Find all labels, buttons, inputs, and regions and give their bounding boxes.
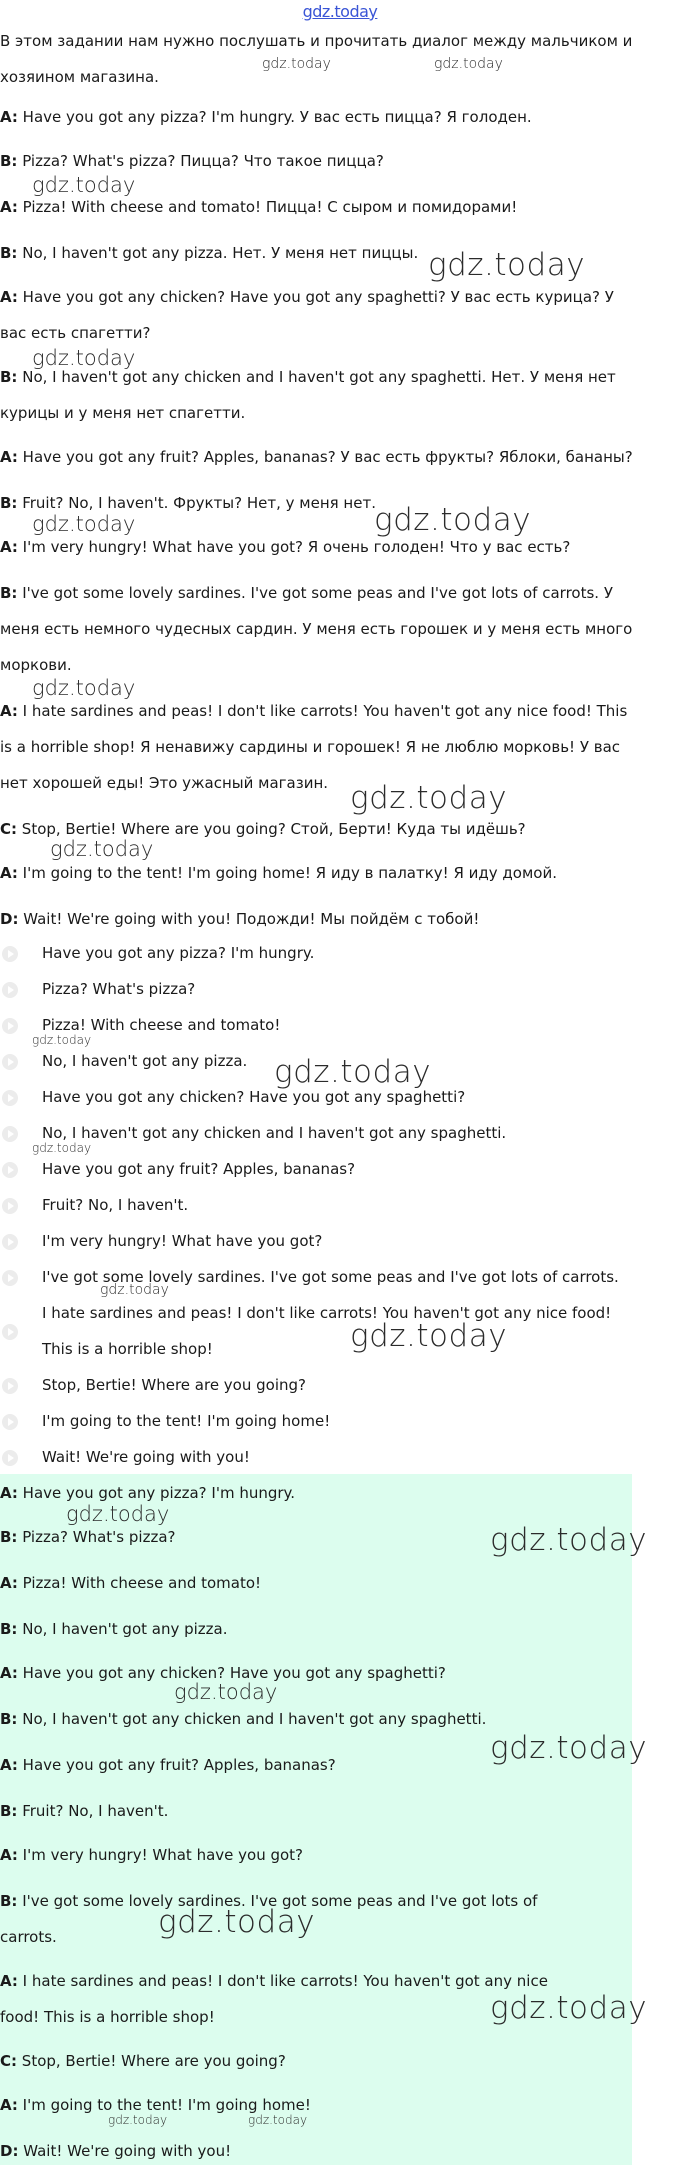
watermark: gdz.today (32, 676, 136, 700)
dialog-ru-line (0, 620, 632, 638)
dialog-ru-text: Pizza! With cheese and tomato! Пицца! С сыром и помидорами! (22, 198, 518, 216)
dialog-en-line (0, 2008, 215, 2026)
speaker-label: C: (0, 2052, 18, 2070)
watermark: gdz.today (262, 56, 331, 72)
dialog-en-line (0, 1972, 548, 1990)
speaker-label: B: (0, 1620, 18, 1638)
dialog-ru-line (0, 820, 526, 838)
dialog-ru-line (0, 538, 570, 556)
play-icon[interactable] (2, 1450, 18, 1466)
watermark: gdz.today (108, 2113, 168, 2127)
dialog-ru-line (0, 108, 532, 126)
watermark: gdz.today (350, 1318, 508, 1354)
dialog-ru-text: I hate sardines and peas! I don't like carrots! You haven't got any nice food! This (22, 702, 628, 720)
dialog-ru-text: курицы и у меня нет спагетти. (0, 404, 246, 422)
speaker-label: A: (0, 1484, 18, 1502)
intro-line-1: В этом задании нам нужно послушать и прочитать диалог между мальчиком и (0, 32, 633, 50)
speaker-label: A: (0, 864, 18, 882)
dialog-ru-line (0, 324, 150, 342)
dialog-en-text: food! This is a horrible shop! (0, 2008, 215, 2026)
play-icon[interactable] (2, 1090, 18, 1106)
speaker-label: B: (0, 244, 18, 262)
dialog-en-text: Pizza? What's pizza? (22, 1528, 176, 1546)
watermark: gdz.today (434, 56, 503, 72)
speaker-label: A: (0, 702, 18, 720)
dialog-en-line (0, 2096, 311, 2114)
dialog-ru-line (0, 288, 614, 306)
watermark: gdz.today (428, 247, 586, 283)
audio-text: I'm going to the tent! I'm going home! (42, 1412, 331, 1430)
speaker-label: A: (0, 1972, 18, 1990)
dialog-ru-line (0, 152, 384, 170)
dialog-ru-line (0, 738, 620, 756)
dialog-en-line (0, 1756, 336, 1774)
audio-text: This is a horrible shop! (42, 1340, 213, 1358)
watermark: gdz.today (100, 1282, 169, 1298)
dialog-ru-text: моркови. (0, 656, 72, 674)
audio-text: Have you got any pizza? I'm hungry. (42, 944, 315, 962)
dialog-en-text: I've got some lovely sardines. I've got some peas and I've got lots of (22, 1892, 538, 1910)
speaker-label: A: (0, 288, 18, 306)
dialog-ru-line (0, 198, 517, 216)
dialog-ru-text: No, I haven't got any chicken and I haven't got any spaghetti. Нет. У меня нет (22, 368, 616, 386)
speaker-label: D: (0, 910, 19, 928)
watermark: gdz.today (374, 502, 532, 538)
dialog-en-line (0, 1574, 261, 1592)
dialog-ru-line (0, 244, 418, 262)
dialog-ru-line (0, 584, 613, 602)
dialog-en-text: No, I haven't got any chicken and I haven't got any spaghetti. (22, 1710, 487, 1728)
dialog-ru-text: Fruit? No, I haven't. Фрукты? Нет, у меня нет. (22, 494, 376, 512)
watermark: gdz.today (490, 1522, 648, 1558)
dialog-ru-line (0, 448, 633, 466)
play-icon[interactable] (2, 1018, 18, 1034)
speaker-label: C: (0, 820, 18, 838)
dialog-en-text: Have you got any fruit? Apples, bananas? (22, 1756, 336, 1774)
dialog-en-text: Have you got any pizza? I'm hungry. (22, 1484, 296, 1502)
play-icon[interactable] (2, 982, 18, 998)
dialog-en-text: I hate sardines and peas! I don't like carrots! You haven't got any nice (22, 1972, 548, 1990)
dialog-en-line (0, 2052, 286, 2070)
dialog-en-text: carrots. (0, 1928, 57, 1946)
play-icon[interactable] (2, 1126, 18, 1142)
dialog-ru-line (0, 864, 557, 882)
speaker-label: A: (0, 108, 18, 126)
dialog-ru-text: Have you got any pizza? I'm hungry. У вас есть пицца? Я голоден. (22, 108, 532, 126)
play-icon[interactable] (2, 1270, 18, 1286)
dialog-en-line (0, 1846, 303, 1864)
play-icon[interactable] (2, 1324, 18, 1340)
watermark: gdz.today (158, 1904, 316, 1940)
watermark: gdz.today (248, 2113, 308, 2127)
dialog-en-line (0, 1484, 295, 1502)
dialog-ru-text: меня есть немного чудесных сардин. У меня есть горошек и у меня есть много (0, 620, 633, 638)
dialog-ru-line (0, 774, 328, 792)
play-icon[interactable] (2, 1198, 18, 1214)
dialog-en-text: Have you got any chicken? Have you got any spaghetti? (22, 1664, 446, 1682)
watermark: gdz.today (50, 837, 154, 861)
play-icon[interactable] (2, 1234, 18, 1250)
audio-text: Pizza! With cheese and tomato! (42, 1016, 281, 1034)
watermark: gdz.today (174, 1680, 278, 1704)
play-icon[interactable] (2, 946, 18, 962)
watermark: gdz.today (32, 1141, 92, 1155)
watermark: gdz.today (350, 780, 508, 816)
speaker-label: B: (0, 1710, 18, 1728)
speaker-label: A: (0, 2096, 18, 2114)
speaker-label: B: (0, 1528, 18, 1546)
intro-line-2: хозяином магазина. (0, 68, 159, 86)
dialog-en-line (0, 1928, 57, 1946)
speaker-label: A: (0, 448, 18, 466)
watermark: gdz.today (490, 1990, 648, 2026)
audio-text: Have you got any chicken? Have you got any spaghetti? (42, 1088, 466, 1106)
audio-text: Pizza? What's pizza? (42, 980, 196, 998)
dialog-ru-text: No, I haven't got any pizza. Нет. У меня нет пиццы. (22, 244, 419, 262)
dialog-en-text: No, I haven't got any pizza. (22, 1620, 228, 1638)
dialog-ru-line (0, 368, 616, 386)
dialog-ru-line (0, 494, 376, 512)
dialog-en-text: Stop, Bertie! Where are you going? (21, 2052, 286, 2070)
dialog-ru-text: Stop, Bertie! Where are you going? Стой, Берти! Куда ты идёшь? (21, 820, 526, 838)
audio-text: I'm very hungry! What have you got? (42, 1232, 323, 1250)
speaker-label: B: (0, 1892, 18, 1910)
dialog-ru-line (0, 702, 627, 720)
speaker-label: D: (0, 2142, 19, 2160)
speaker-label: B: (0, 584, 18, 602)
play-icon[interactable] (2, 1414, 18, 1430)
dialog-ru-text: Have you got any fruit? Apples, bananas? У вас есть фрукты? Яблоки, бананы? (22, 448, 633, 466)
dialog-ru-text: вас есть спагетти? (0, 324, 151, 342)
speaker-label: A: (0, 1756, 18, 1774)
speaker-label: A: (0, 198, 18, 216)
dialog-ru-text: Have you got any chicken? Have you got any spaghetti? У вас есть курица? У (22, 288, 614, 306)
dialog-en-line (0, 1620, 228, 1638)
dialog-ru-text: I'm very hungry! What have you got? Я очень голоден! Что у вас есть? (22, 538, 571, 556)
speaker-label: A: (0, 538, 18, 556)
play-icon[interactable] (2, 1378, 18, 1394)
speaker-label: A: (0, 1664, 18, 1682)
speaker-label: B: (0, 152, 18, 170)
play-icon[interactable] (2, 1162, 18, 1178)
dialog-en-line (0, 2142, 231, 2160)
dialog-ru-line (0, 910, 479, 928)
audio-text: I hate sardines and peas! I don't like carrots! You haven't got any nice food! (42, 1304, 612, 1322)
speaker-label: A: (0, 1846, 18, 1864)
dialog-en-text: Pizza! With cheese and tomato! (22, 1574, 262, 1592)
dialog-en-text: I'm going to the tent! I'm going home! (22, 2096, 311, 2114)
play-icon[interactable] (2, 1054, 18, 1070)
dialog-en-line (0, 1802, 168, 1820)
dialog-ru-text: Pizza? What's pizza? Пицца? Что такое пицца? (22, 152, 384, 170)
dialog-ru-text: is a horrible shop! Я ненавижу сардины и горошек! Я не люблю морковь! У вас (0, 738, 621, 756)
watermark: gdz.today (32, 512, 136, 536)
dialog-ru-text: I've got some lovely sardines. I've got some peas and I've got lots of carrots. У (22, 584, 613, 602)
dialog-en-text: Wait! We're going with you! (23, 2142, 232, 2160)
dialog-en-line (0, 1710, 486, 1728)
speaker-label: B: (0, 494, 18, 512)
speaker-label: B: (0, 368, 18, 386)
watermark: gdz.today (274, 1054, 432, 1090)
watermark: gdz.today (32, 1033, 92, 1047)
speaker-label: A: (0, 1574, 18, 1592)
dialog-ru-text: нет хорошей еды! Это ужасный магазин. (0, 774, 329, 792)
dialog-en-text: Fruit? No, I haven't. (22, 1802, 169, 1820)
watermark: gdz.today (490, 1730, 648, 1766)
dialog-ru-text: Wait! We're going with you! Подожди! Мы пойдём с тобой! (23, 910, 480, 928)
speaker-label: B: (0, 1802, 18, 1820)
audio-text: Wait! We're going with you! (42, 1448, 250, 1466)
watermark: gdz.today (66, 1502, 170, 1526)
audio-text: I've got some lovely sardines. I've got some peas and I've got lots of carrots. (42, 1268, 619, 1286)
dialog-ru-line (0, 656, 72, 674)
dialog-en-line (0, 1528, 175, 1546)
watermark: gdz.today (32, 173, 136, 197)
watermark: gdz.today (32, 346, 136, 370)
site-logo[interactable]: gdz.today (302, 2, 378, 21)
audio-text: No, I haven't got any chicken and I haven't got any spaghetti. (42, 1124, 507, 1142)
audio-text: No, I haven't got any pizza. (42, 1052, 248, 1070)
dialog-ru-line (0, 404, 245, 422)
dialog-ru-text: I'm going to the tent! I'm going home! Я иду в палатку! Я иду домой. (22, 864, 557, 882)
audio-text: Have you got any fruit? Apples, bananas? (42, 1160, 356, 1178)
audio-text: Stop, Bertie! Where are you going? (42, 1376, 306, 1394)
audio-text: Fruit? No, I haven't. (42, 1196, 189, 1214)
dialog-en-text: I'm very hungry! What have you got? (22, 1846, 304, 1864)
